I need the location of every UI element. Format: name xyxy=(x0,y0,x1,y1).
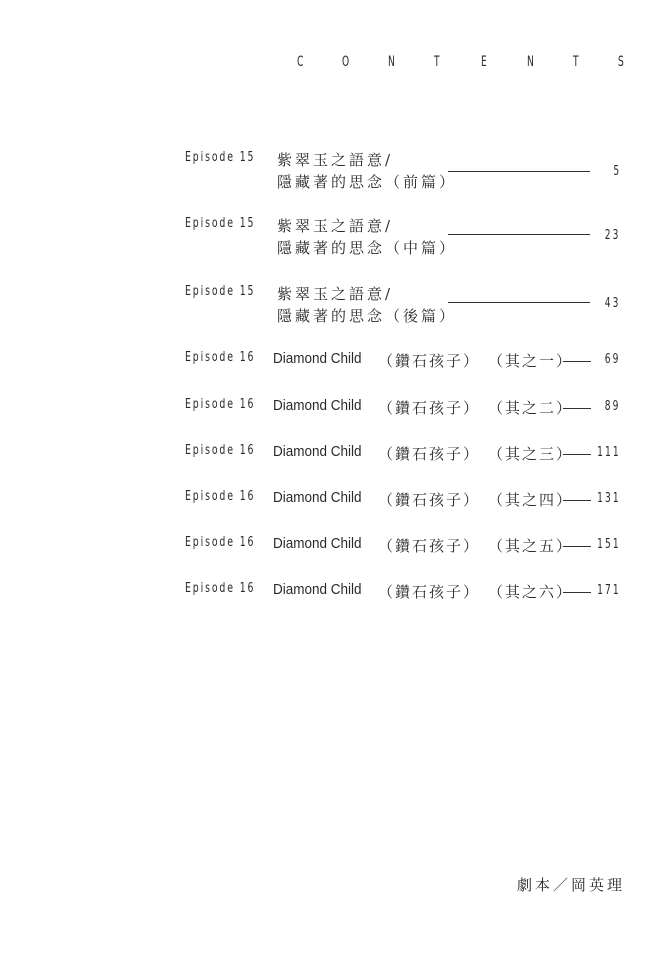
entry-part: （其之三） xyxy=(488,445,574,463)
episode-label: Episode 16 xyxy=(185,443,256,458)
header-letter: C xyxy=(297,54,304,70)
episode-label: Episode 15 xyxy=(185,284,256,299)
toc-entry[interactable] xyxy=(185,489,625,511)
episode-label: Episode 16 xyxy=(185,581,256,596)
toc-entry[interactable] xyxy=(185,443,625,465)
entry-part: （其之六） xyxy=(488,583,574,601)
page-number: 131 xyxy=(597,491,621,506)
header-letter: S xyxy=(618,54,624,70)
header-letter: N xyxy=(388,54,395,70)
episode-label: Episode 16 xyxy=(185,489,256,504)
entry-title-cn: （鑽石孩子） xyxy=(378,445,481,463)
entry-title-cn: （鑽石孩子） xyxy=(378,491,481,509)
episode-label: Episode 15 xyxy=(185,216,256,231)
script-credit: 劇本／岡英理 xyxy=(517,876,626,894)
page-number: 111 xyxy=(597,445,621,460)
page-number: 23 xyxy=(605,228,621,243)
leader-line xyxy=(563,546,591,547)
entry-title-cn: （鑽石孩子） xyxy=(378,583,481,601)
episode-label: Episode 15 xyxy=(185,150,256,165)
contents-header xyxy=(295,54,625,78)
page-number: 5 xyxy=(613,164,621,179)
episode-label: Episode 16 xyxy=(185,397,256,412)
episode-label: Episode 16 xyxy=(185,350,256,365)
toc-entry[interactable] xyxy=(185,284,625,328)
entry-title-line1: 紫翠玉之語意/ xyxy=(277,285,394,303)
entry-title-en: Diamond Child xyxy=(273,581,362,598)
entry-part: （其之一） xyxy=(488,352,574,370)
leader-line xyxy=(448,302,590,303)
episode-label: Episode 16 xyxy=(185,535,256,550)
entry-title-cn: （鑽石孩子） xyxy=(378,399,481,417)
entry-title-line2: 隱藏著的思念（中篇） xyxy=(277,239,458,257)
toc-entry[interactable] xyxy=(185,216,625,260)
header-letter: T xyxy=(434,54,440,70)
entry-title-en: Diamond Child xyxy=(273,397,362,414)
entry-title-line2: 隱藏著的思念（後篇） xyxy=(277,307,458,325)
entry-title-line1: 紫翠玉之語意/ xyxy=(277,151,394,169)
toc-entry[interactable] xyxy=(185,150,625,194)
leader-line xyxy=(563,500,591,501)
entry-part: （其之四） xyxy=(488,491,574,509)
toc-entry[interactable] xyxy=(185,397,625,419)
toc-entry[interactable] xyxy=(185,350,625,372)
page-number: 151 xyxy=(597,537,621,552)
leader-line xyxy=(448,171,590,172)
entry-title-en: Diamond Child xyxy=(273,443,362,460)
entry-part: （其之五） xyxy=(488,537,574,555)
leader-line xyxy=(563,592,591,593)
entry-title-en: Diamond Child xyxy=(273,535,362,552)
leader-line xyxy=(448,234,590,235)
header-letter: O xyxy=(342,54,350,70)
leader-line xyxy=(563,454,591,455)
page-number: 89 xyxy=(605,399,621,414)
entry-title-cn: （鑽石孩子） xyxy=(378,537,481,555)
header-letter: E xyxy=(481,54,487,70)
page-number: 43 xyxy=(605,296,621,311)
header-letter: N xyxy=(527,54,534,70)
entry-title-line1: 紫翠玉之語意/ xyxy=(277,217,394,235)
page-number: 171 xyxy=(597,583,621,598)
entry-title-cn: （鑽石孩子） xyxy=(378,352,481,370)
toc-entry[interactable] xyxy=(185,535,625,557)
toc-entry[interactable] xyxy=(185,581,625,603)
leader-line xyxy=(563,408,591,409)
leader-line xyxy=(563,361,591,362)
entry-title-line2: 隱藏著的思念（前篇） xyxy=(277,173,458,191)
entry-part: （其之二） xyxy=(488,399,574,417)
header-letter: T xyxy=(573,54,579,70)
entry-title-en: Diamond Child xyxy=(273,489,362,506)
entry-title-en: Diamond Child xyxy=(273,350,362,367)
page-number: 69 xyxy=(605,352,621,367)
